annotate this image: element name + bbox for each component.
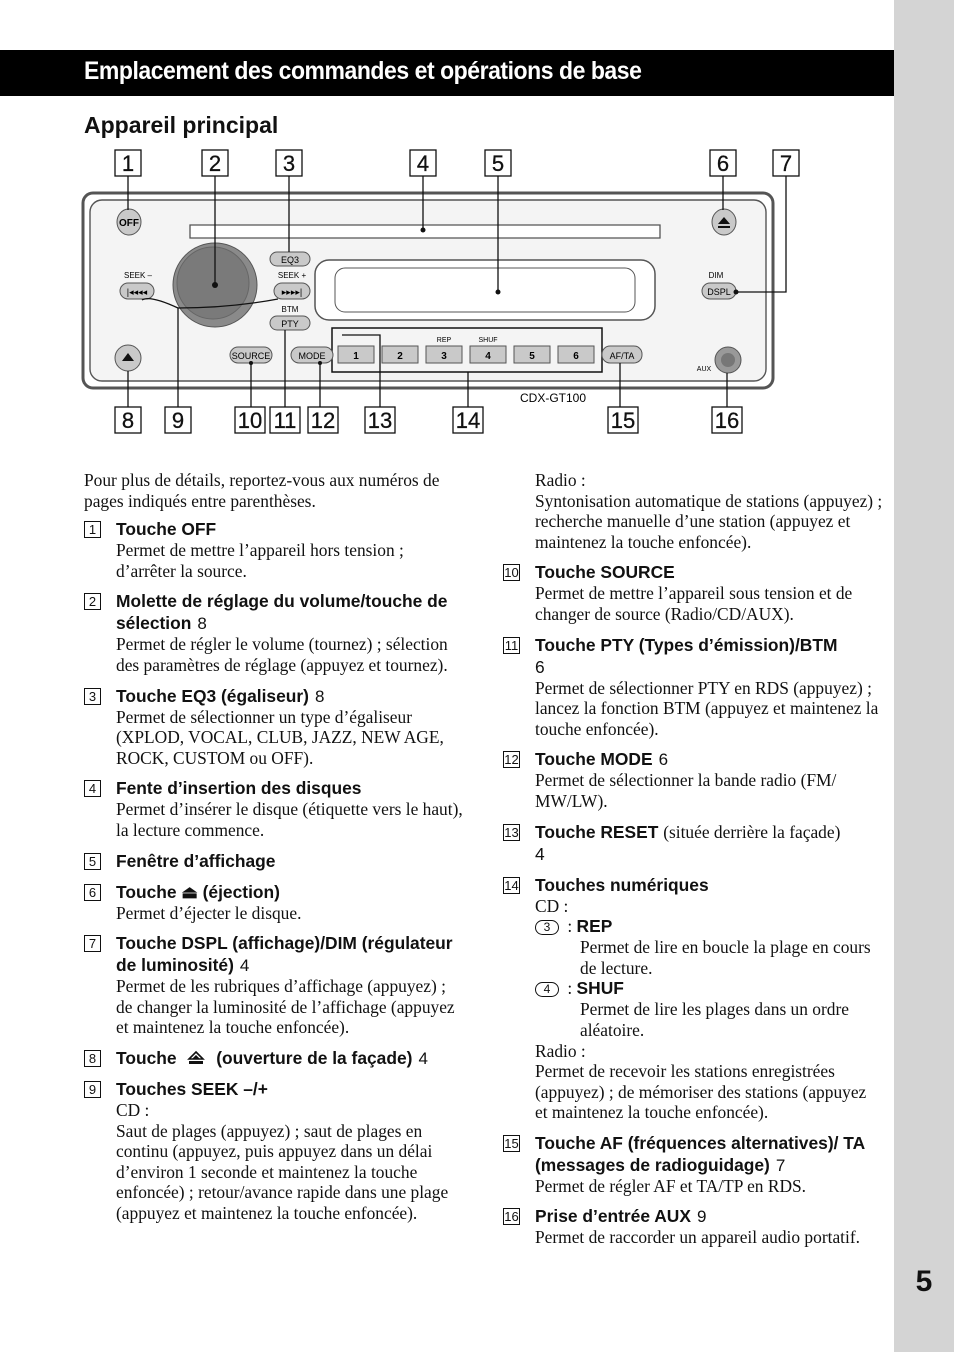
svg-text:DSPL: DSPL (707, 287, 731, 297)
svg-text:|◂◂◂◂: |◂◂◂◂ (126, 287, 148, 297)
callout-11: 11 (273, 408, 297, 433)
item-number: 1 (84, 521, 101, 538)
item-9 (84, 1078, 466, 1224)
item-desc: Permet d’éjecter le disque. (116, 902, 302, 923)
svg-text:AUX: AUX (696, 366, 712, 373)
item-title: Molette de réglage du volume/touche de sélection (116, 591, 448, 634)
preset-4: 4 (485, 351, 491, 362)
callout-12: 12 (310, 408, 336, 433)
preset-5: 5 (529, 351, 535, 362)
item-title: Fente d’insertion des disques (116, 778, 362, 799)
item-1 (84, 518, 466, 581)
item-desc: Permet d’insérer le disque (étiquette vers le haut), la lecture commence. (116, 799, 463, 840)
preset-6: 6 (573, 351, 579, 362)
svg-text:▸▸▸▸|: ▸▸▸▸| (281, 287, 303, 297)
item-title-suffix: (ouverture de la façade) (216, 1047, 413, 1068)
item-14: 14 Touches numériques CD : 3 : REP Permet de lire en boucle la plage en cours de lecture. 4 : SHUF Permet de lire les plages dans un ordre aléatoire. Radio : Permet de recevoir les stations enregistrées (appuyez) ; de mémoriser des stations (appuyez et maintenez la touche enfoncée). (503, 874, 883, 1123)
preset-1: 1 (353, 351, 359, 362)
page-number: 5 (915, 1265, 933, 1298)
page-ref: 4 (239, 956, 250, 976)
button-eq3 (270, 252, 310, 266)
button-seek-plus (274, 283, 310, 299)
item-title: Touches SEEK –/+ (116, 1078, 268, 1099)
page-ref: 4 (535, 843, 545, 864)
item-16 (503, 1205, 883, 1248)
cd-label: CD : (535, 895, 569, 916)
svg-text:EQ3: EQ3 (280, 255, 300, 265)
item-number: 8 (84, 1050, 101, 1067)
item-title: Touche PTY (Types d’émission)/BTM (535, 634, 838, 655)
item-13 (503, 821, 883, 865)
banner-title: Emplacement des commandes et opérations de base (84, 57, 642, 85)
item-desc: Permet de sélectionner PTY en RDS (appuyez) ; lancez la fonction BTM (appuyez et maintenez la touche enfoncée). (535, 677, 879, 739)
key-3-icon: 3 (535, 920, 559, 935)
item-9-cont (503, 470, 883, 552)
callout-3: 3 (282, 151, 296, 176)
item-number: 4 (84, 780, 101, 797)
item-4 (84, 777, 466, 840)
item-number: 13 (504, 824, 519, 840)
label-dim: DIM (708, 271, 724, 280)
item-number: 6 (84, 884, 101, 901)
device-diagram (80, 140, 810, 440)
cd-desc: Saut de plages (appuyez) ; saut de plages en continu (appuyez, puis appuyez dans un délai d’environ 1 seconde et maintenez la touche enfoncée) ; retour/avance rapide dans une plage (appuyez et maintenez la touche enfoncée). (116, 1120, 449, 1223)
item-8 (84, 1047, 466, 1069)
item-number: 14 (504, 877, 519, 893)
label-rep: REP (436, 337, 452, 344)
radio-label: Radio : (535, 470, 586, 490)
key-4-icon: 4 (535, 982, 559, 997)
radio-desc: Permet de recevoir les stations enregistrées (appuyez) ; de mémoriser des stations (appuyez et maintenez la touche enfoncée). (535, 1061, 867, 1123)
item-3 (84, 685, 466, 769)
item-note: (située derrière la façade) (663, 821, 841, 842)
page-ref: 8 (197, 614, 207, 634)
item-number: 7 (84, 935, 101, 952)
item-number: 5 (84, 853, 101, 870)
page-ref: 8 (314, 686, 325, 706)
item-number: 16 (504, 1209, 519, 1225)
item-title: Touche AF (fréquences alternatives)/ TA (messages de radioguidage) (535, 1132, 865, 1175)
svg-text:MODE: MODE (298, 351, 326, 361)
button-dspl (702, 283, 736, 299)
item-title: Touche DSPL (affichage)/DIM (régulateur de luminosité) (116, 933, 453, 976)
model-label: CDX-GT100 (519, 391, 587, 405)
key-3-desc: Permet de lire en boucle la plage en cours de lecture. (580, 937, 871, 978)
key-4-desc: Permet de lire les plages dans un ordre aléatoire. (580, 999, 849, 1040)
item-15 (503, 1132, 883, 1197)
label-seek-minus: SEEK – (123, 271, 153, 280)
item-10 (503, 561, 883, 624)
intro-text: Pour plus de détails, reportez-vous aux numéros de pages indiqués entre parenthèses. (84, 470, 440, 511)
button-mode (291, 347, 333, 363)
preset-3: 3 (441, 351, 447, 362)
page-ref: 6 (658, 750, 669, 770)
callout-6: 6 (716, 151, 730, 176)
item-title: Touche EQ3 (égaliseur) (116, 685, 309, 706)
item-title: Fenêtre d’affichage (116, 850, 276, 871)
item-number: 15 (504, 1135, 519, 1151)
button-eject (712, 209, 736, 235)
item-desc: Permet de raccorder un appareil audio portatif. (535, 1227, 860, 1248)
item-desc: Permet de les rubriques d’affichage (appuyez) ; de changer la luminosité de l’affichage (appuyez et maintenez la touche enfoncée). (116, 976, 455, 1038)
item-title: Touches numériques (535, 874, 709, 895)
section-banner (0, 50, 894, 96)
item-desc: Permet de mettre l’appareil hors tension ; d’arrêter la source. (116, 540, 404, 581)
item-title: Prise d’entrée AUX (535, 1206, 691, 1227)
callout-9: 9 (171, 408, 185, 433)
item-number: 2 (84, 593, 101, 610)
radio-label: Radio : (535, 1040, 586, 1061)
item-6 (84, 881, 466, 924)
item-title: Touche ⏏ (éjection) (116, 881, 280, 902)
section-subtitle: Appareil principal (84, 112, 279, 138)
button-off (117, 209, 141, 235)
item-title: Touche RESET (535, 821, 659, 842)
item-title: Touche (116, 1047, 177, 1068)
preset-2: 2 (397, 351, 403, 362)
label-seek-plus: SEEK + (277, 271, 307, 280)
key-3-label: REP (576, 916, 613, 937)
item-title: Touche SOURCE (535, 562, 675, 583)
open-faceplate-icon (187, 1050, 205, 1066)
item-desc: Permet de régler AF et TA/TP en RDS. (535, 1175, 807, 1196)
item-desc: Permet de mettre l’appareil sous tension et de changer de source (Radio/CD/AUX). (535, 583, 853, 624)
left-column (84, 470, 466, 1232)
item-desc: Permet de sélectionner la bande radio (FM/ MW/LW). (535, 770, 837, 811)
button-afta (602, 346, 642, 363)
item-number: 11 (504, 637, 519, 653)
item-title: Touche MODE (535, 749, 653, 770)
page-ref: 7 (775, 1155, 786, 1175)
item-12 (503, 748, 883, 811)
item-7 (84, 932, 466, 1038)
item-number: 12 (504, 752, 519, 768)
key-4-label: SHUF (576, 978, 624, 999)
radio-desc: Syntonisation automatique de stations (appuyez) ; recherche manuelle d’une station (appuyez et maintenez la touche enfoncée). (535, 490, 883, 552)
callout-10: 10 (237, 408, 263, 433)
svg-text:OFF: OFF (119, 218, 139, 229)
item-title: Touche OFF (116, 519, 217, 540)
side-tab (894, 0, 954, 1352)
label-btm: BTM (281, 305, 299, 314)
button-pty (270, 316, 310, 330)
right-column (503, 470, 883, 1257)
button-seek-minus (120, 283, 154, 299)
item-number: 10 (504, 565, 519, 581)
callout-1: 1 (121, 151, 135, 176)
page-ref: 9 (696, 1207, 707, 1227)
callout-7: 7 (779, 151, 793, 176)
item-11 (503, 634, 883, 740)
item-number: 3 (84, 688, 101, 705)
page-ref: 4 (418, 1048, 428, 1068)
callout-15: 15 (610, 408, 636, 433)
callout-14: 14 (455, 408, 481, 433)
callout-13: 13 (367, 408, 393, 433)
callout-16: 16 (714, 408, 740, 433)
item-desc: Permet de sélectionner un type d’égaliseur (XPLOD, VOCAL, CLUB, JAZZ, NEW AGE, ROCK, CUSTOM ou OFF). (116, 706, 444, 768)
svg-text:PTY: PTY (281, 319, 299, 329)
svg-text:SOURCE: SOURCE (231, 351, 271, 361)
item-2 (84, 590, 466, 675)
button-open (115, 345, 141, 371)
item-5 (84, 850, 466, 872)
button-source (230, 347, 272, 363)
callout-4: 4 (416, 151, 430, 176)
label-shuf: SHUF (478, 337, 498, 344)
item-number: 9 (84, 1081, 101, 1098)
page-ref: 6 (535, 656, 545, 677)
callout-2: 2 (208, 151, 222, 176)
callout-5: 5 (491, 151, 505, 176)
svg-text:AF/TA: AF/TA (609, 351, 635, 361)
cd-label: CD : (116, 1099, 150, 1120)
item-desc: Permet de régler le volume (tournez) ; sélection des paramètres de réglage (appuyez et tournez). (116, 634, 448, 675)
callout-8: 8 (121, 408, 135, 433)
